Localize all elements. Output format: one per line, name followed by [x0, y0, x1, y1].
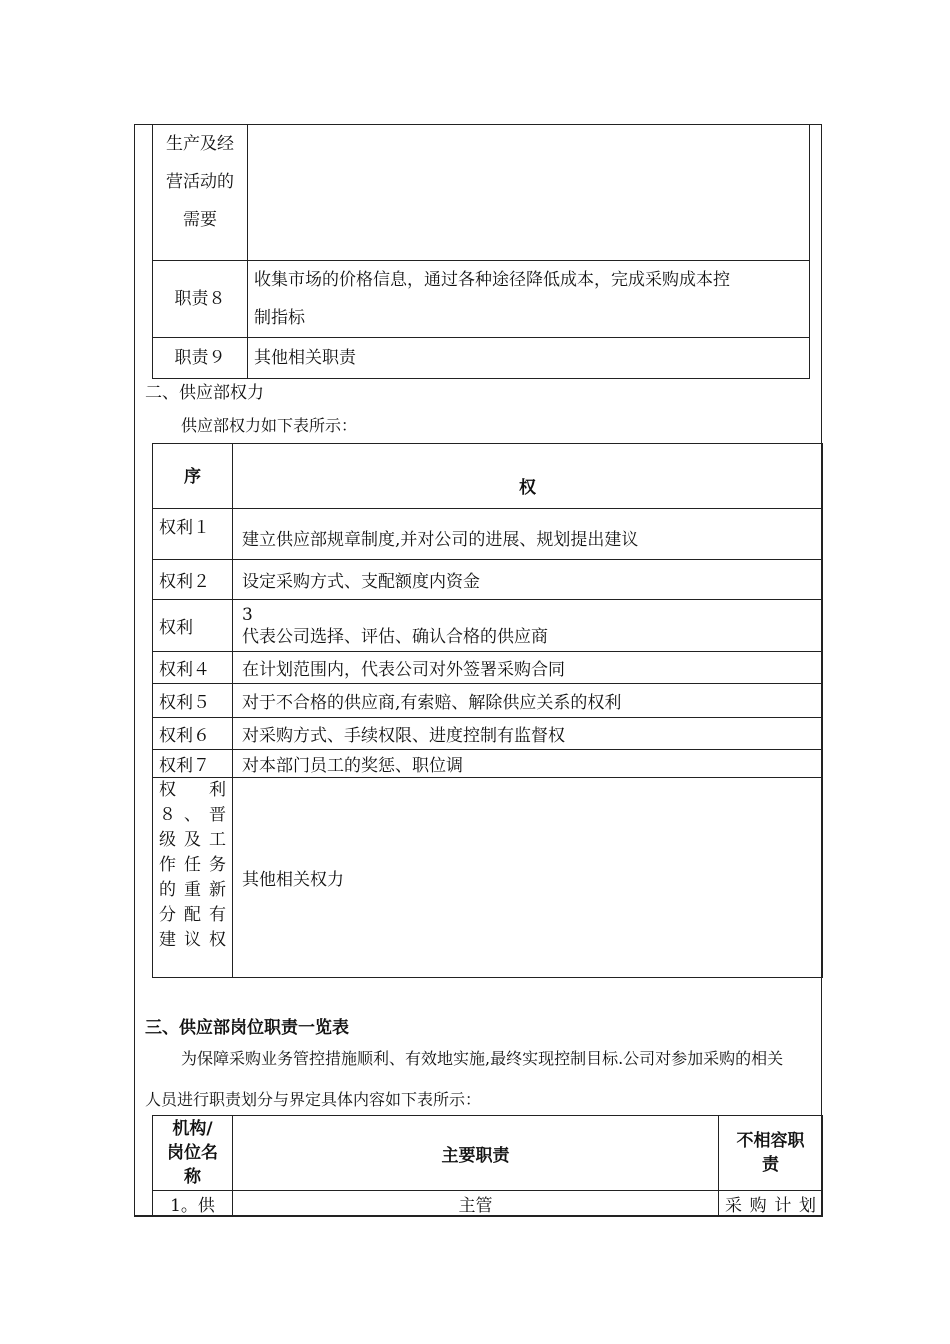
table-row	[153, 1191, 823, 1217]
duty-content	[248, 261, 810, 338]
right-content: 其他相关权力	[233, 778, 823, 978]
table-row	[153, 125, 810, 261]
header-cell-duties: 主要职责	[233, 1116, 719, 1191]
header-line: 岗位名	[167, 1143, 218, 1163]
header-cell-position	[153, 1116, 233, 1191]
table-row	[153, 718, 823, 750]
duty-content	[248, 125, 810, 261]
table-row	[153, 338, 810, 379]
header-line: 机构/	[172, 1119, 213, 1139]
duty-label	[153, 125, 248, 261]
right-content: 建立供应部规章制度,并对公司的进展、规划提出建议	[233, 509, 823, 560]
section-intro: 供应部权力如下表所示：	[181, 416, 358, 435]
section-paragraph-line: 人员进行职责划分与界定具体内容如下表所示：	[145, 1090, 482, 1109]
header-line: 责	[762, 1155, 779, 1175]
section-heading: 二、供应部权力	[145, 383, 264, 403]
table-row	[153, 778, 823, 978]
position-cell: 1。供	[153, 1191, 233, 1217]
duty-label-line: 营活动的	[166, 172, 234, 192]
duty-cell: 主管	[233, 1191, 719, 1217]
right-label: 权利１	[153, 509, 233, 560]
table-row	[153, 1116, 823, 1191]
right-label	[153, 778, 233, 978]
right-label: 权利６	[153, 718, 233, 750]
right-content: 在计划范围内，代表公司对外签署采购合同	[233, 652, 823, 684]
right-label: 权利７	[153, 750, 233, 778]
duty-label-line: 生产及经	[166, 134, 234, 154]
duty-label: 职责８	[153, 261, 248, 338]
table-row	[153, 444, 823, 509]
section-heading: 三、供应部岗位职责一览表	[145, 1018, 349, 1038]
right-content	[233, 600, 823, 652]
table-row	[153, 509, 823, 560]
duties-table	[152, 124, 810, 379]
header-cell-right: 权	[233, 444, 823, 509]
right-label-line: 权 利	[159, 780, 226, 800]
header-cell-incompatible	[719, 1116, 823, 1191]
header-line: 不相容职	[736, 1131, 805, 1151]
duty-content-line: 收集市场的价格信息，通过各种途径降低成本，完成采购成本控	[254, 270, 730, 290]
incompatible-cell: 采购计划	[719, 1191, 823, 1217]
header-line: 称	[184, 1167, 201, 1187]
duty-content-line: 制指标	[254, 308, 305, 328]
section-paragraph-line: 为保障采购业务管控措施顺利、有效地实施,最终实现控制目标.公司对参加采购的相关	[181, 1049, 784, 1068]
right-label-line: 的重新	[159, 880, 226, 900]
table-row	[153, 261, 810, 338]
right-content-text: 代表公司选择、评估、确认合格的供应商	[242, 626, 548, 647]
duty-label-line: 需要	[183, 210, 217, 230]
right-label-line: 分配有	[159, 905, 226, 925]
table-row	[153, 560, 823, 600]
table-row	[153, 750, 823, 778]
right-content: 对于不合格的供应商,有索赔、解除供应关系的权利	[233, 684, 823, 718]
right-label-line: 作任务	[159, 855, 226, 875]
table-row	[153, 652, 823, 684]
right-content-number: 3	[242, 604, 253, 625]
table-row	[153, 600, 823, 652]
positions-table	[152, 1115, 823, 1217]
right-label-line: 级及工	[159, 830, 226, 850]
right-content: 对本部门员工的奖惩、职位调	[233, 750, 823, 778]
duty-label: 职责９	[153, 338, 248, 379]
right-content: 对采购方式、手续权限、进度控制有监督权	[233, 718, 823, 750]
rights-table	[152, 443, 823, 978]
right-label: 权利	[153, 600, 233, 652]
right-label: 权利４	[153, 652, 233, 684]
right-label-line: 建议权	[159, 930, 226, 950]
duty-content: 其他相关职责	[248, 338, 810, 379]
header-cell-seq: 序	[153, 444, 233, 509]
right-label-line: ８、晋	[159, 805, 226, 825]
right-content: 设定采购方式、支配额度内资金	[233, 560, 823, 600]
right-label: 权利２	[153, 560, 233, 600]
table-row	[153, 684, 823, 718]
right-label: 权利５	[153, 684, 233, 718]
